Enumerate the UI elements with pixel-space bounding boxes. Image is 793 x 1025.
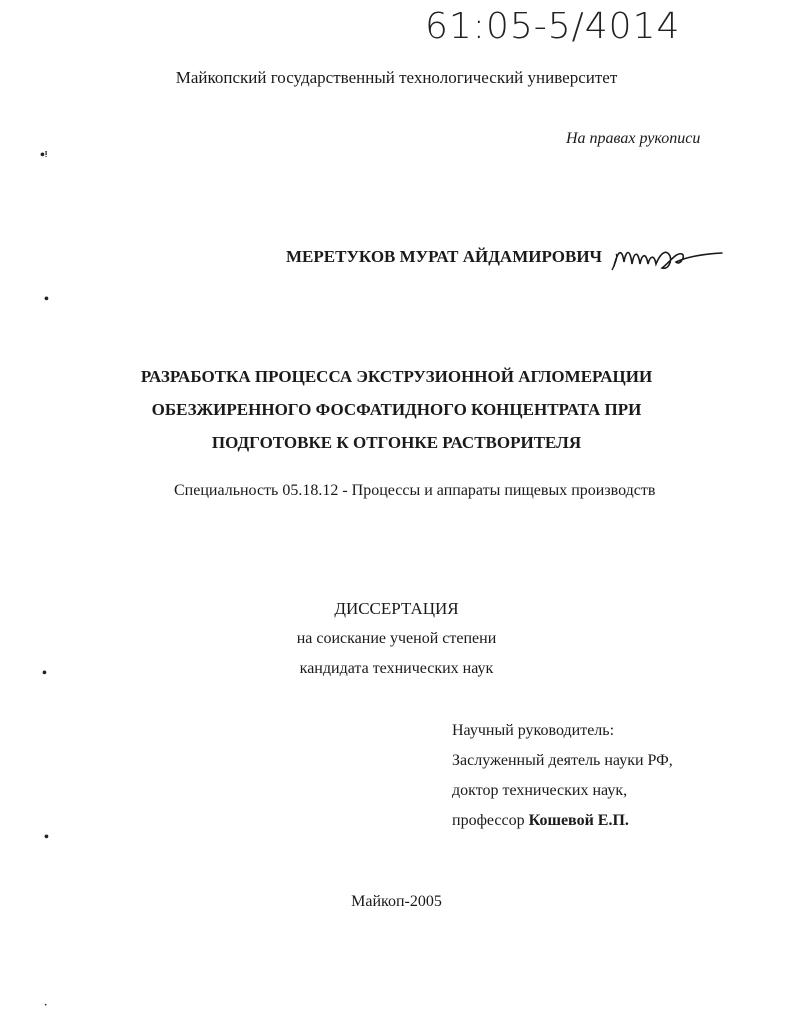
dissertation-heading: ДИССЕРТАЦИЯ bbox=[334, 599, 459, 618]
supervisor-label: Научный руководитель: bbox=[452, 722, 615, 739]
author-signature bbox=[610, 240, 725, 274]
supervisor-degree: доктор технических наук, bbox=[452, 782, 628, 799]
degree-line-2: кандидата технических наук bbox=[299, 660, 494, 677]
title-line: ПОДГОТОВКЕ К ОТГОНКЕ РАСТВОРИТЕЛЯ bbox=[211, 433, 582, 452]
degree-line-1: на соискание ученой степени bbox=[296, 630, 497, 647]
title-line: РАЗРАБОТКА ПРОЦЕССА ЭКСТРУЗИОННОЙ АГЛОМЕРАЦИИ bbox=[140, 367, 653, 386]
supervisor-block bbox=[452, 716, 673, 836]
archive-number: 61:05-5/4014 bbox=[425, 6, 681, 47]
supervisor-line bbox=[452, 806, 673, 836]
scan-artifact: •ᵎ bbox=[40, 148, 48, 163]
supervisor-name: Кошевой Е.П. bbox=[528, 812, 629, 829]
supervisor-position: профессор bbox=[452, 812, 525, 829]
title-line: ОБЕЗЖИРЕННОГО ФОСФАТИДНОГО КОНЦЕНТРАТА ПРИ bbox=[151, 400, 642, 419]
scan-artifact: • bbox=[42, 666, 47, 681]
supervisor-honor: Заслуженный деятель науки РФ, bbox=[452, 752, 673, 769]
university-name: Майкопский государственный технологический университет bbox=[175, 68, 618, 87]
scan-artifact: • bbox=[44, 292, 49, 307]
scan-artifact: · bbox=[44, 1000, 48, 1011]
specialty: Специальность 05.18.12 - Процессы и аппараты пищевых производств bbox=[174, 482, 656, 499]
city-year: Майкоп-2005 bbox=[351, 893, 442, 910]
dissertation-title bbox=[0, 360, 793, 459]
scan-artifact: • bbox=[44, 830, 49, 845]
manuscript-rights: На правах рукописи bbox=[566, 130, 701, 147]
author-name: МЕРЕТУКОВ МУРАТ АЙДАМИРОВИЧ bbox=[286, 247, 603, 266]
